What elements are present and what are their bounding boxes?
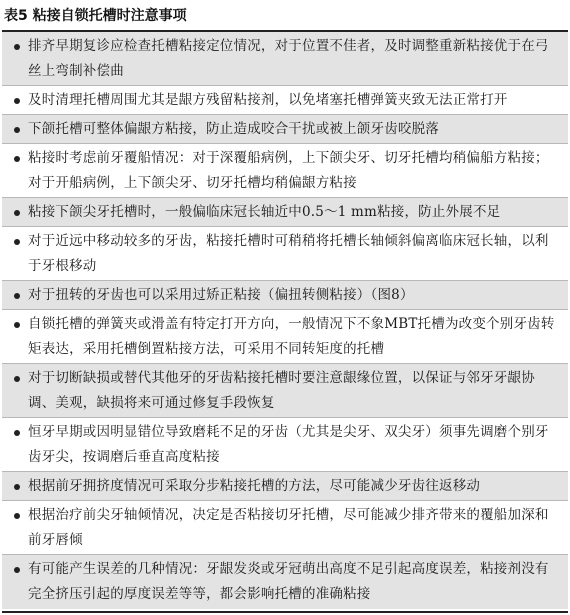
- row-text: 根据治疗前尖牙轴倾情况，决定是否粘接切牙托槽，尽可能减少排齐带来的覆船加深和前牙唇倾: [28, 507, 549, 548]
- bullet-icon: [14, 366, 28, 391]
- row-text: 自锁托槽的弹簧夹或滑盖有特定打开方向，一般情况下不象MBT托槽为改变个别牙齿转矩表达，采用托槽倒置粘接方法，可采用不同转矩度的托槽: [28, 316, 555, 357]
- row-text: 根据前牙拥挤度情况可采取分步粘接托槽的方法，尽可能减少牙齿往返移动: [28, 478, 481, 494]
- table-row: [2, 198, 568, 227]
- bullet-icon: [14, 283, 28, 308]
- table-row: [2, 86, 568, 115]
- bullet-icon: [14, 312, 28, 337]
- table-row: [2, 144, 568, 198]
- row-text: 对于近远中移动较多的牙齿，粘接托槽时可稍稍将托槽长轴倾斜偏离临床冠长轴，以利于牙根移动: [28, 233, 549, 274]
- row-text: 粘接下颌尖牙托槽时，一般偏临床冠长轴近中0.5～1 mm粘接，防止外展不足: [28, 204, 501, 220]
- bullet-icon: [14, 557, 28, 582]
- row-text: 粘接时考虑前牙覆船情况：对于深覆船病例，上下颌尖牙、切牙托槽均稍偏船方粘接；对于开船病例，上下颌尖牙、切牙托槽均稍偏龈方粘接: [28, 150, 549, 191]
- table-row: [2, 501, 568, 555]
- row-text: 及时清理托槽周围尤其是龈方残留粘接剂，以免堵塞托槽弹簧夹致无法正常打开: [28, 92, 508, 108]
- table-row: [2, 555, 568, 609]
- bullet-icon: [14, 34, 28, 59]
- bullet-icon: [14, 88, 28, 113]
- bullet-icon: [14, 229, 28, 254]
- table-row: [2, 115, 568, 144]
- bullet-icon: [14, 420, 28, 445]
- row-text: 对于切断缺损或替代其他牙的牙齿粘接托槽时要注意龈缘位置，以保证与邻牙牙龈协调、美观，缺损将来可通过修复手段恢复: [28, 370, 535, 411]
- table-row: [2, 472, 568, 501]
- table-row: [2, 310, 568, 364]
- precautions-table: [2, 30, 568, 613]
- table-caption: 表5 粘接自锁托槽时注意事项: [4, 8, 187, 24]
- table-row: [2, 364, 568, 418]
- bullet-icon: [14, 200, 28, 225]
- row-text: 对于扭转的牙齿也可以采用过矫正粘接（偏扭转侧粘接）（图8）: [28, 287, 414, 303]
- table-row: [2, 281, 568, 310]
- table-row: [2, 32, 568, 86]
- row-text: 下颌托槽可整体偏龈方粘接，防止造成咬合干扰或被上颌牙齿咬脱落: [28, 121, 439, 137]
- bullet-icon: [14, 146, 28, 171]
- row-text: 恒牙早期或因明显错位导致磨耗不足的牙齿（尤其是尖牙、双尖牙）须事先调磨个别牙齿牙尖，按调磨后垂直高度粘接: [28, 424, 549, 465]
- table-row: [2, 418, 568, 472]
- row-text: 有可能产生误差的几种情况：牙龈发炎或牙冠萌出高度不足引起高度误差，粘接剂没有完全挤压引起的厚度误差等等，都会影响托槽的准确粘接: [28, 561, 549, 602]
- table-row: [2, 227, 568, 281]
- row-text: 排齐早期复诊应检查托槽粘接定位情况，对于位置不佳者，及时调整重新粘接优于在弓丝上弯制补偿曲: [28, 38, 549, 79]
- bullet-icon: [14, 503, 28, 528]
- bullet-icon: [14, 117, 28, 142]
- bullet-icon: [14, 474, 28, 499]
